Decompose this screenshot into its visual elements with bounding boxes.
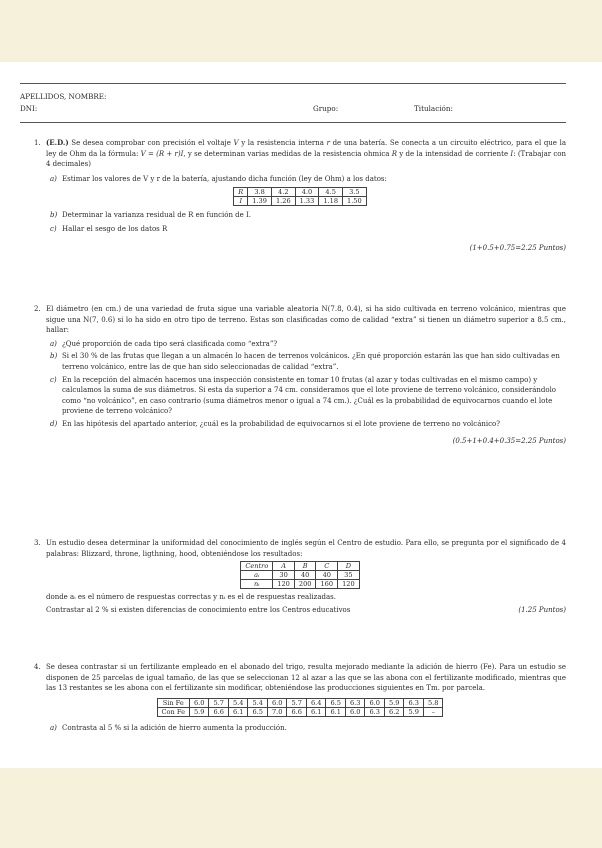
subquestion-text: En las hipótesis del apartado anterior, ¿cuál es la probabilidad de equivocarnos si el lote proviene de terreno no volcánico? bbox=[62, 419, 501, 428]
table-row bbox=[241, 562, 359, 571]
header-bottom-rule bbox=[20, 122, 566, 123]
resistance-current-table bbox=[233, 187, 366, 206]
table-cell: 5.8 bbox=[423, 698, 443, 707]
subquestion-a bbox=[50, 339, 566, 350]
name-label: APELLIDOS, NOMBRE: bbox=[20, 92, 107, 101]
table-cell: 6.2 bbox=[384, 707, 404, 716]
subquestion-label: a) bbox=[50, 339, 57, 348]
dni-label: DNI: bbox=[20, 104, 38, 113]
subquestion-text: ¿Qué proporción de cada tipo será clasificada como “extra”? bbox=[62, 339, 278, 348]
table-cell: 5.4 bbox=[228, 698, 248, 707]
table-cell: 6.1 bbox=[326, 707, 346, 716]
table-cell: 6.0 bbox=[267, 698, 287, 707]
table-cell: D bbox=[338, 562, 360, 571]
table-cell: 160 bbox=[316, 580, 338, 589]
subquestion-a bbox=[50, 174, 566, 185]
question-1 bbox=[34, 138, 566, 253]
ohm-formula: V = (R + r)I bbox=[140, 149, 184, 158]
table-cell: 6.0 bbox=[365, 698, 385, 707]
table-cell: Centro bbox=[241, 562, 273, 571]
question-tag: (E.D.) bbox=[46, 138, 69, 147]
var-I: I bbox=[510, 149, 514, 158]
table-row bbox=[241, 580, 359, 589]
question-number: 3. bbox=[34, 539, 41, 547]
table-cell: 6.6 bbox=[209, 707, 229, 716]
table-cell: 6.5 bbox=[248, 707, 268, 716]
var-v: V bbox=[233, 139, 239, 147]
table-cell: I bbox=[234, 197, 248, 206]
table-row bbox=[157, 707, 443, 716]
table-cell: R bbox=[234, 188, 248, 197]
table-cell: 35 bbox=[338, 571, 360, 580]
table-cell: 6.3 bbox=[365, 707, 385, 716]
table-cell: 6.0 bbox=[189, 698, 209, 707]
text-part: : (Trabajar con 4 decimales) bbox=[46, 149, 567, 169]
table-cell: 6.0 bbox=[345, 707, 365, 716]
table-cell: – bbox=[423, 707, 443, 716]
text-part: , y se determinan varias medidas de la resistencia ohmica bbox=[183, 149, 392, 158]
table-cell: nᵢ bbox=[241, 580, 273, 589]
table-cell: 6.4 bbox=[306, 698, 326, 707]
table-cell: Sin Fe bbox=[157, 698, 189, 707]
table-cell: Con Fe bbox=[157, 707, 189, 716]
table-row bbox=[241, 571, 359, 580]
question-text: Un estudio desea determinar la uniformidad del conocimiento de inglés según el Centro de estudio. Para ello, se pregunta por el significado de 4 palabras: Blizzard, throne, ligthning, hood, obteniéndose los resultados: bbox=[46, 539, 566, 558]
subquestion-text: Si el 30 % de las frutas que llegan a un almacén lo hacen de terrenos volcánicos. ¿En qué proporción estarán las que han sido cultivadas en terreno volcánico, entre las de que han sido seleccionadas de calidad “extra”. bbox=[62, 352, 560, 371]
subquestion-label: a) bbox=[50, 723, 57, 732]
table-cell: 1.39 bbox=[248, 197, 272, 206]
table-cell: 1.18 bbox=[319, 197, 343, 206]
fertilizer-table bbox=[157, 698, 444, 717]
table-cell: 5.9 bbox=[384, 698, 404, 707]
question-4 bbox=[34, 662, 566, 733]
table-cell: 5.9 bbox=[404, 707, 424, 716]
subquestion-label: c) bbox=[50, 224, 57, 233]
question-number: 1. bbox=[34, 139, 41, 147]
table-cell: 1.50 bbox=[343, 197, 367, 206]
contrast-text: Contrastar al 2 % si existen diferencias de conocimiento entre los Centros educativos bbox=[46, 605, 351, 614]
subquestion-d bbox=[50, 419, 566, 430]
table-cell: 1.33 bbox=[295, 197, 319, 206]
table-cell: 200 bbox=[294, 580, 316, 589]
subquestion-text: Determinar la varianza residual de R en función de I. bbox=[62, 211, 252, 220]
table-cell: 5.4 bbox=[248, 698, 268, 707]
table-cell: 5.9 bbox=[189, 707, 209, 716]
subquestion-c bbox=[50, 375, 566, 417]
table-cell: 6.5 bbox=[326, 698, 346, 707]
table-cell: 6.6 bbox=[287, 707, 307, 716]
table-cell: aᵢ bbox=[241, 571, 273, 580]
subquestion-label: c) bbox=[50, 375, 57, 384]
subquestion-label: d) bbox=[50, 419, 58, 428]
subquestion-text: Contrasta al 5 % si la adición de hierro aumenta la producción. bbox=[62, 723, 287, 732]
text-part: Se desea comprobar con precisión el voltaje bbox=[68, 139, 234, 147]
table-cell: C bbox=[316, 562, 338, 571]
question-number: 2. bbox=[34, 305, 41, 313]
table-row bbox=[234, 188, 366, 197]
table-cell: 4.5 bbox=[319, 188, 343, 197]
table-cell: 6.1 bbox=[306, 707, 326, 716]
table-cell: 4.2 bbox=[271, 188, 295, 197]
table-cell: 5.7 bbox=[287, 698, 307, 707]
table-cell: 40 bbox=[316, 571, 338, 580]
text-part: y la resistencia interna bbox=[238, 139, 327, 147]
subquestion-b bbox=[50, 210, 566, 221]
subquestion-text: Estimar los valores de V y r de la batería, ajustando dicha función (ley de Ohm) a los datos: bbox=[62, 174, 387, 183]
top-rule bbox=[20, 83, 566, 84]
table-cell: 3.5 bbox=[343, 188, 367, 197]
var-R: R bbox=[391, 149, 398, 158]
subquestion-text: Hallar el sesgo de los datos R bbox=[62, 224, 168, 233]
question-2 bbox=[34, 304, 566, 446]
question-text: Se desea contrastar si un fertilizante empleado en el abonado del trigo, resulta mejorado mediante la adición de hierro (Fe). Para un estudio se disponen de 25 parcelas de igual tamaño, de las que se seleccionan 12 al azar a las que se las abona con el fertilizante modificado, mientras que las 13 restantes se les abona con el fertilizante sin modificar, obteniéndose las producciones siguientes en Tm. por parcela. bbox=[46, 663, 566, 693]
subquestion-a bbox=[50, 723, 566, 734]
question-points: (1+0.5+0.75=2.25 Puntos) bbox=[469, 243, 566, 252]
table-cell: 6.3 bbox=[404, 698, 424, 707]
subquestion-text: En la recepción del almacén hacemos una inspección consistente en tomar 10 frutas (al azar y todas cultivadas en el mismo campo) y calculamos la suma de sus diámetros. Si esta da superior a 74 cm. consideramos que el lote proviene de terreno volcánico, considerándolo como “no volcánico”, en caso contrario (suma diámetros menor o igual a 74 cm.). ¿Cuál es la probabilidad de equivocarnos cuando el lote proviene de terreno volcánico? bbox=[62, 375, 557, 416]
table-row bbox=[234, 197, 366, 206]
subquestion-b bbox=[50, 351, 566, 372]
table-cell: A bbox=[273, 562, 295, 571]
table-cell: 120 bbox=[273, 580, 295, 589]
centers-table bbox=[240, 561, 359, 589]
text-part: y de la intensidad de corriente bbox=[397, 149, 511, 158]
question-points: (1.25 Puntos) bbox=[518, 605, 566, 614]
question-text bbox=[46, 138, 566, 170]
table-cell: 6.1 bbox=[228, 707, 248, 716]
table-note: donde aᵢ es el número de respuestas correctas y nᵢ es el de respuestas realizadas. bbox=[46, 593, 336, 602]
subquestion-label: b) bbox=[50, 211, 58, 220]
question-3 bbox=[34, 538, 566, 615]
contrast-line bbox=[46, 605, 566, 616]
exam-sheet bbox=[0, 62, 602, 768]
subquestion-label: a) bbox=[50, 174, 57, 183]
table-cell: 7.0 bbox=[267, 707, 287, 716]
table-cell: 30 bbox=[273, 571, 295, 580]
question-number: 4. bbox=[34, 663, 41, 671]
table-row bbox=[157, 698, 443, 707]
var-r: r bbox=[326, 139, 330, 147]
question-points: (0.5+1+0.4+0.35=2.25 Puntos) bbox=[452, 436, 566, 445]
table-cell: B bbox=[294, 562, 316, 571]
table-cell: 5.7 bbox=[209, 698, 229, 707]
text-part: de una batería. Se conecta a un circuito eléctrico, para el que la ley de Ohm da la fórmula: bbox=[46, 139, 567, 158]
group-label: Grupo: bbox=[313, 104, 339, 113]
table-cell: 1.26 bbox=[271, 197, 295, 206]
subquestion-label: b) bbox=[50, 352, 58, 361]
table-cell: 6.3 bbox=[345, 698, 365, 707]
table-cell: 120 bbox=[338, 580, 360, 589]
question-text: El diámetro (en cm.) de una variedad de fruta sigue una variable aleatoria N(7.8, 0.4), si ha sido cultivada en terreno volcánico, mientras que sigue una N(7, 0.6) si lo ha sido en otro tipo de terreno. Estas son clasificadas como de calidad “extra” si tienen un diámetro superior a 8.5 cm., hallar: bbox=[46, 305, 566, 335]
table-cell: 4.0 bbox=[295, 188, 319, 197]
table-cell: 3.8 bbox=[248, 188, 272, 197]
subquestion-c bbox=[50, 224, 566, 235]
degree-label: Titulación: bbox=[414, 104, 453, 113]
table-cell: 40 bbox=[294, 571, 316, 580]
